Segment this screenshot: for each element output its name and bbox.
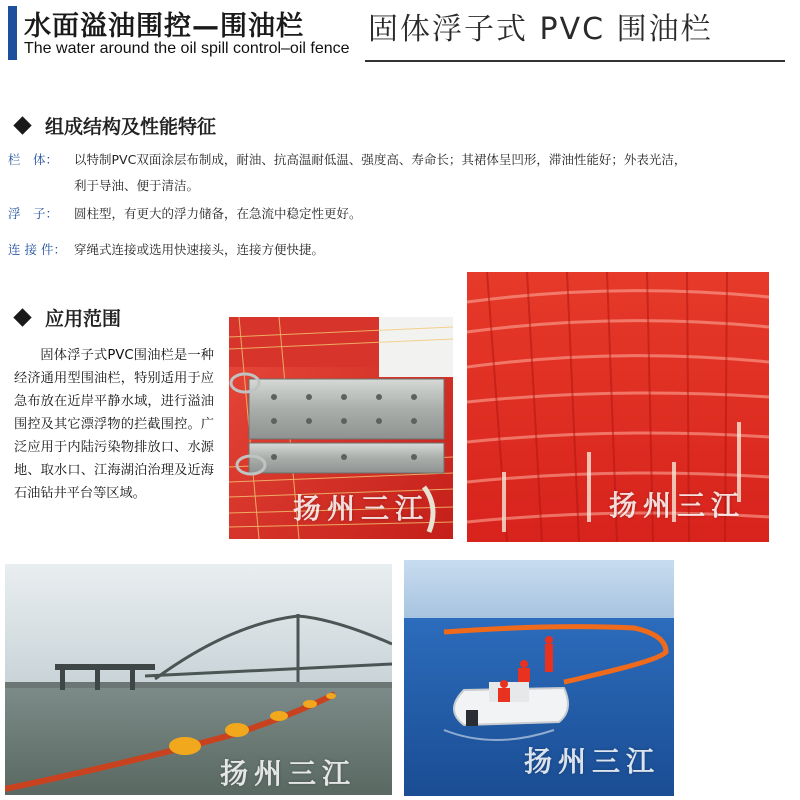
photo-watermark: 扬州三江 bbox=[220, 757, 357, 790]
feature-text: 穿绳式连接或选用快速接头，连接方便快捷。 bbox=[74, 242, 325, 257]
photo-watermark: 扬州三江 bbox=[524, 745, 661, 778]
product-name: 固体浮子式 PVC 围油栏 bbox=[368, 12, 713, 47]
feature-row-body bbox=[8, 150, 686, 170]
feature-text-continued: 利于导油、便于清洁。 bbox=[74, 178, 200, 193]
feature-label: 栏 体： bbox=[8, 152, 59, 167]
header-divider bbox=[365, 60, 785, 62]
page-subtitle-en: The water around the oil spill control–oil fence bbox=[24, 40, 350, 57]
feature-label: 浮 子： bbox=[8, 206, 59, 221]
feature-text: 圆柱型，有更大的浮力储备，在急流中稳定性更好。 bbox=[74, 206, 362, 221]
photo-boom-stack bbox=[467, 272, 769, 542]
feature-label: 连 接 件： bbox=[8, 242, 66, 257]
header-accent-bar bbox=[8, 6, 17, 60]
application-paragraph bbox=[14, 344, 214, 505]
photo-watermark: 扬州三江 bbox=[293, 492, 430, 525]
photo-boat-deploy bbox=[404, 560, 674, 796]
section-heading-structure bbox=[12, 112, 216, 139]
diamond-bullet-icon bbox=[13, 308, 31, 326]
photo-river-bridge bbox=[5, 564, 392, 795]
section-heading-label: 组成结构及性能特征 bbox=[45, 116, 217, 138]
section-heading-application bbox=[12, 304, 121, 331]
diamond-bullet-icon bbox=[13, 116, 31, 134]
section-heading-label: 应用范围 bbox=[45, 308, 122, 330]
feature-row-float bbox=[8, 204, 362, 224]
photo-connector-closeup bbox=[229, 317, 453, 539]
feature-text: 以特制PVC双面涂层布制成，耐油、抗高温耐低温、强度高、寿命长；其裙体呈凹形，滞油性能好；外表光洁， bbox=[74, 152, 687, 167]
feature-row-connector bbox=[8, 240, 324, 260]
page-title: 水面溢油围控—围油栏 bbox=[24, 11, 304, 42]
application-text: 固体浮子式PVC围油栏是一种经济通用型围油栏，特别适用于应急布放在近岸平静水域，进行溢油围控及其它漂浮物的拦截围控。广泛应用于内陆污染物排放口、水源地、取水口、江海湖泊治理及近海石油钻井平台等区域。 bbox=[14, 348, 214, 501]
photo-watermark: 扬州三江 bbox=[609, 489, 746, 522]
